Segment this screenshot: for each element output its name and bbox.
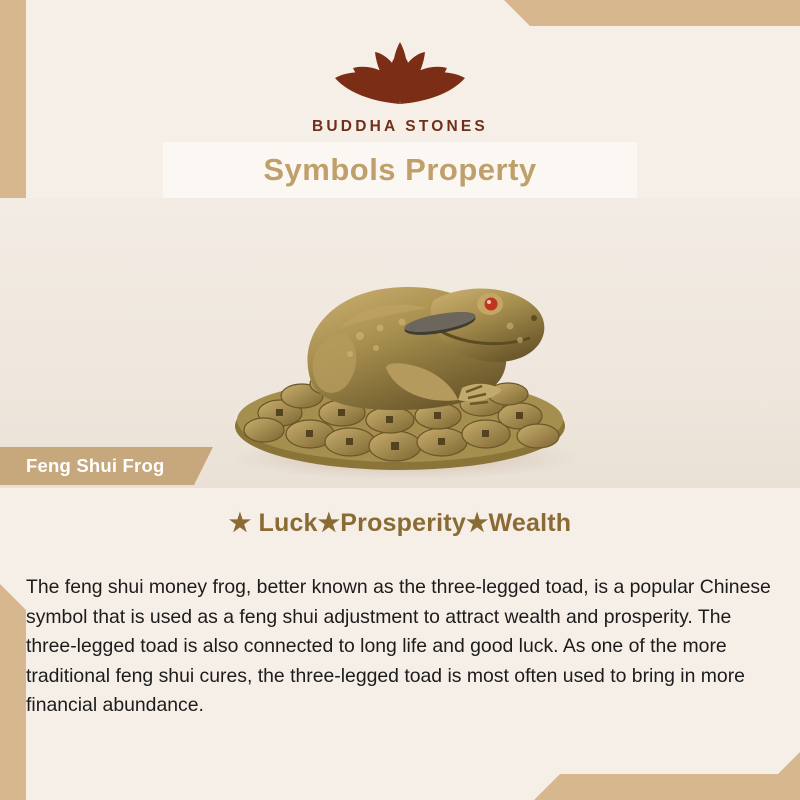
brand-header [0, 24, 800, 136]
body-paragraph: The feng shui money frog, better known as the three-legged toad, is a popular Chinese symbol that is used as a feng shui adjustment to attract wealth and prosperity. The three-legged toad is also connected to long life and good luck. As one of the more traditional feng shui cures, the three-legged toad is most often used to bring in more financial abundance. [26, 576, 771, 717]
hero-image [0, 198, 800, 488]
footer-space [0, 730, 800, 800]
keywords-line: ★ Luck★Prosperity★Wealth [228, 509, 572, 537]
label-tag-text: Feng Shui Frog [26, 455, 165, 476]
corner-ribbon-top-right [530, 0, 800, 26]
page-title: Symbols Property [263, 152, 537, 187]
title-bar [163, 142, 637, 198]
brand-name: BUDDHA STONES [312, 118, 488, 135]
lotus-meditation-icon [0, 24, 800, 112]
label-tag [0, 447, 194, 485]
feng-shui-money-frog-statue [190, 208, 610, 488]
